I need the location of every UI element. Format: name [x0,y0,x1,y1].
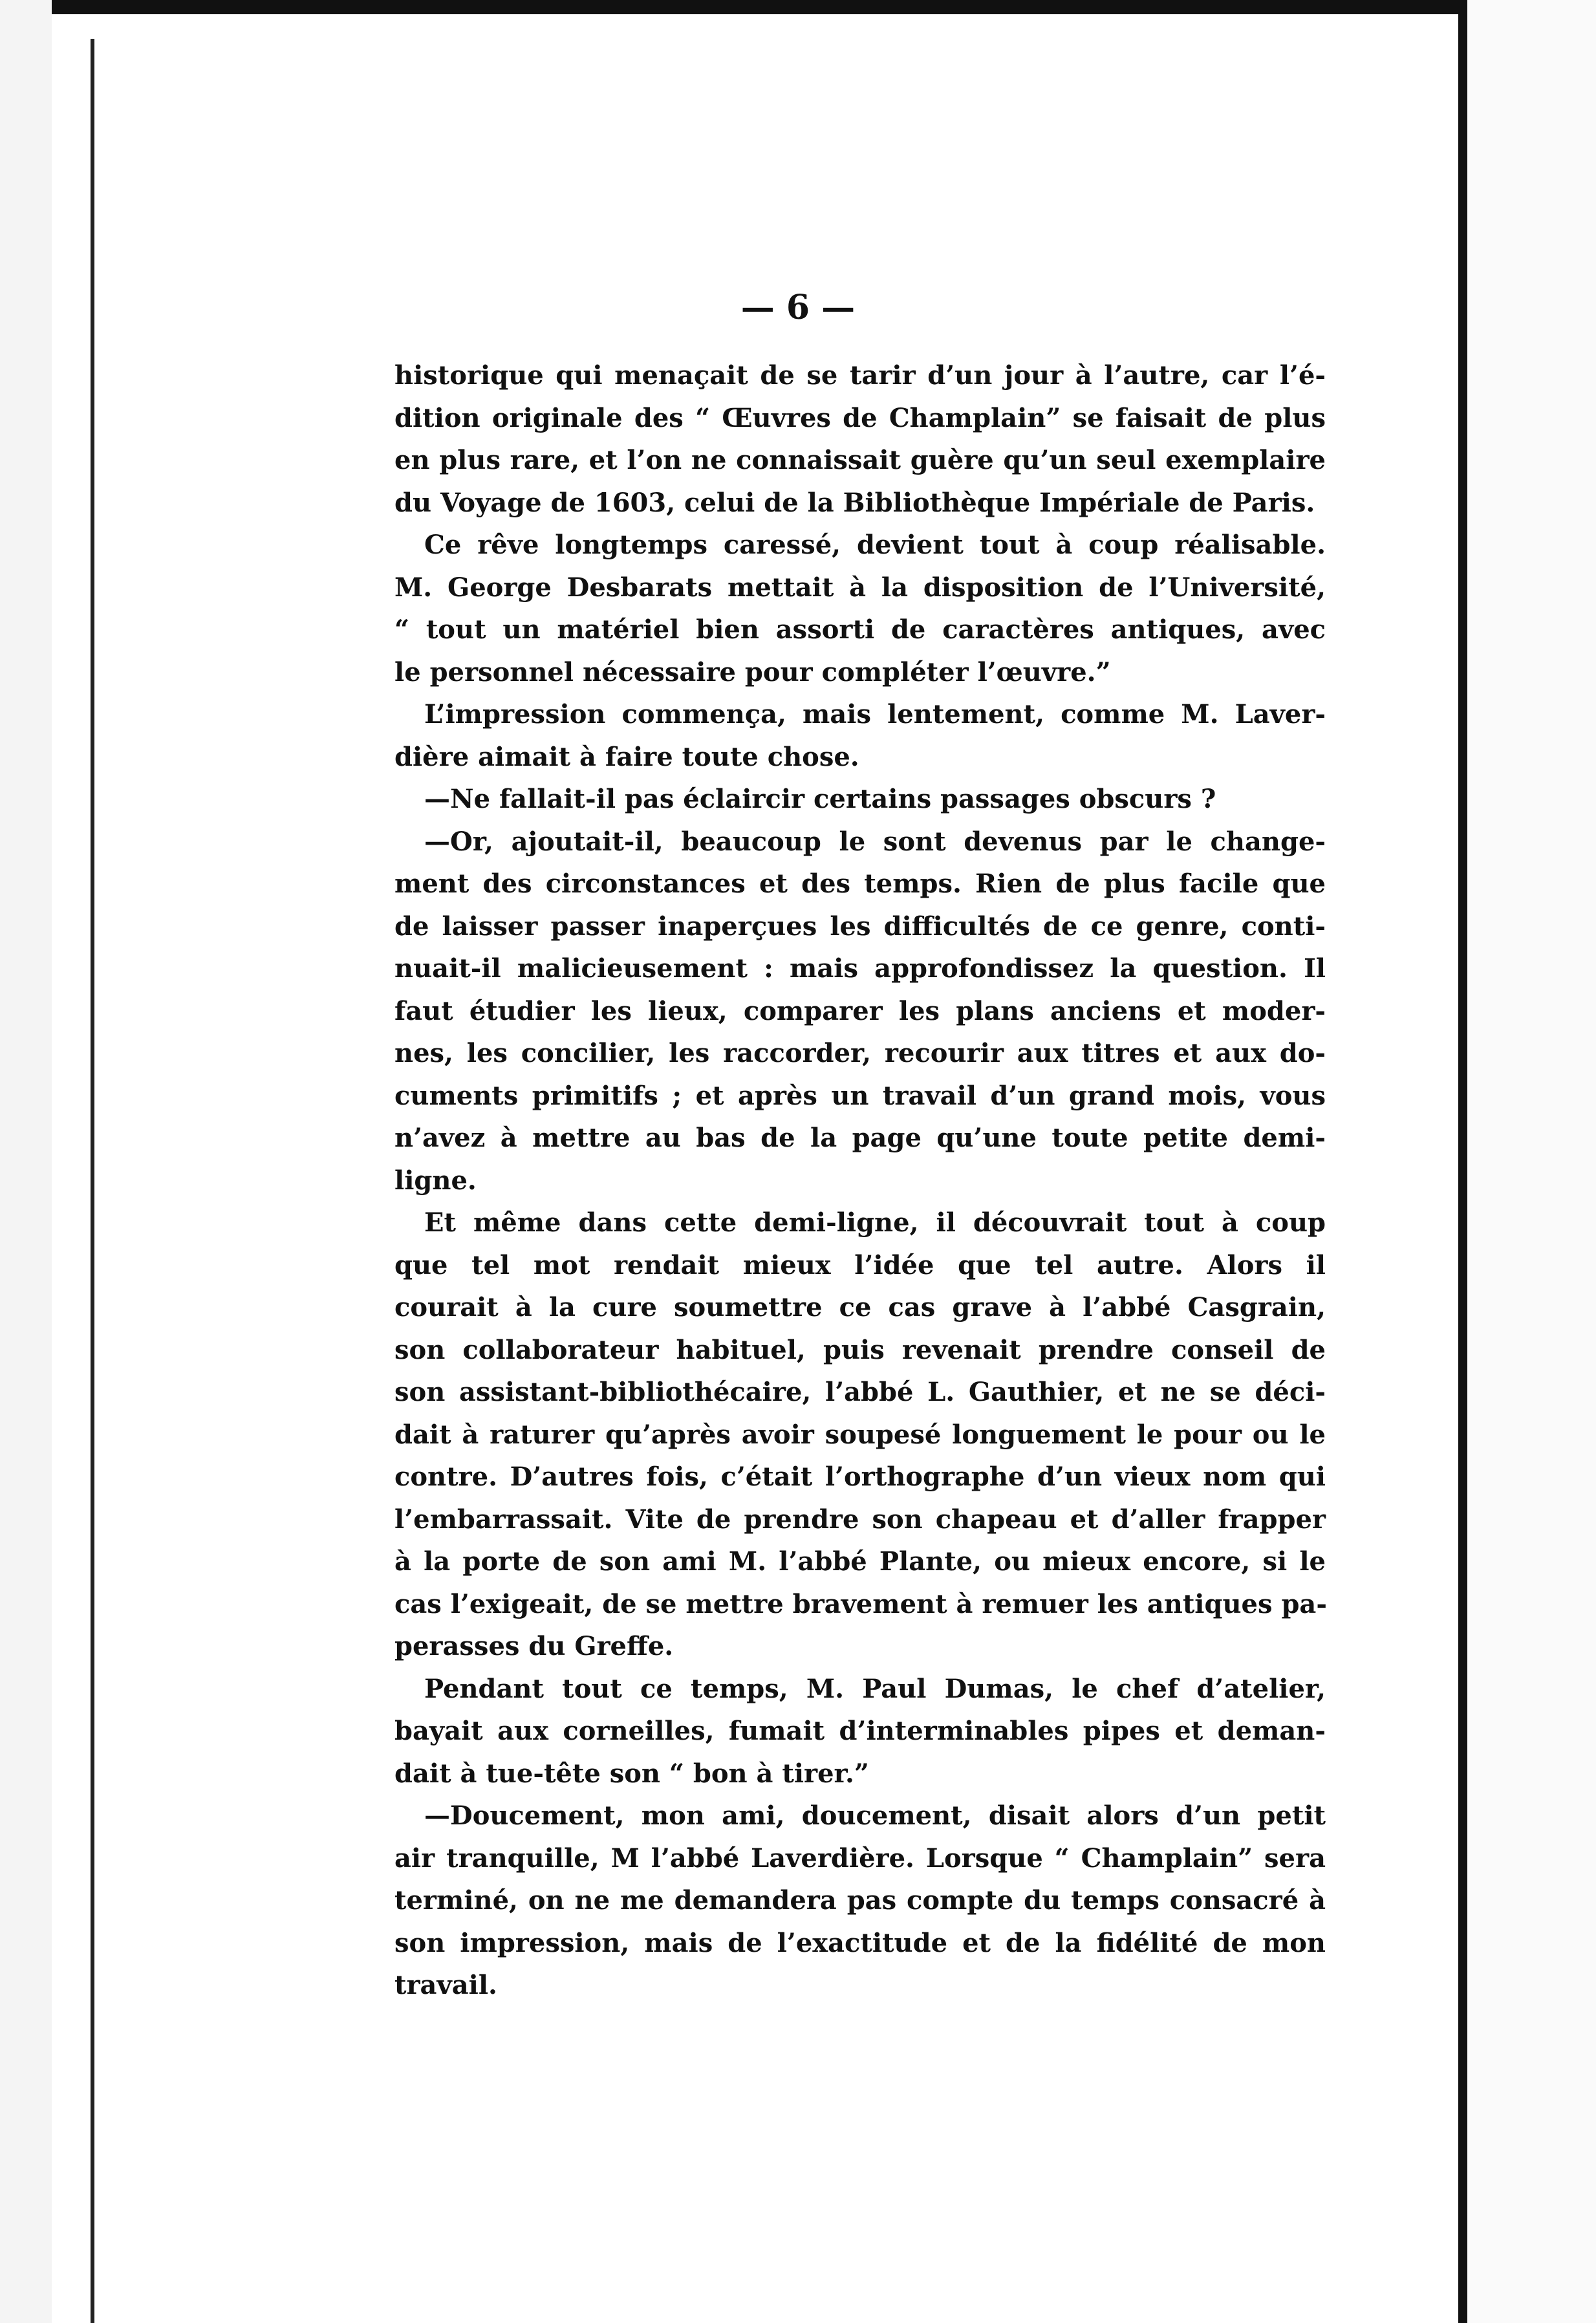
scan-right-page-edge [1458,0,1467,2323]
scan-top-border [0,0,1596,14]
text-line: contre. D’autres fois, c’était l’orthographe d’un vieux nom qui [394,1462,1326,1492]
text-line: cuments primitifs ; et après un travail d’un grand mois, vous [394,1080,1326,1111]
text-line: que tel mot rendait mieux l’idée que tel autre. Alors il [394,1249,1326,1280]
text-line: air tranquille, M l’abbé Laverdière. Lorsque “ Champlain” sera [394,1842,1326,1874]
paragraph [394,354,1326,524]
text-line: nuait-il malicieusement : mais approfondissez la question. Il [394,953,1326,984]
page-number: — 6 — [740,288,856,327]
paragraph [394,778,1326,821]
text-line: le personnel nécessaire pour compléter l’œuvre.” [394,656,1111,687]
text-line: travail. [394,1970,497,2000]
text-line: —Ne fallait-il pas éclaircir certains passages obscurs ? [424,784,1216,814]
text-line: Ce rêve longtemps caressé, devient tout à coup réalisable. [424,530,1326,560]
text-line: dition originale des “ Œuvres de Champlain” se faisait de plus [394,402,1326,433]
paragraph [394,821,1326,1202]
text-line: dait à tue-tête son “ bon à tirer.” [394,1758,869,1789]
text-line: Et même dans cette demi-ligne, il découvrait tout à coup [424,1207,1326,1238]
text-line: —Doucement, mon ami, doucement, disait alors d’un petit [424,1800,1326,1831]
paragraph [394,1202,1326,1668]
body-text [394,354,1326,2007]
text-line: de laisser passer inaperçues les difficultés de ce genre, conti- [394,911,1326,942]
paragraph [394,693,1326,778]
text-line: ligne. [394,1165,477,1196]
text-line: n’avez à mettre au bas de la page qu’une toute petite demi- [394,1123,1326,1153]
text-line: faut étudier les lieux, comparer les plans anciens et moder- [394,995,1326,1026]
scan-left-margin [0,0,52,2323]
scan-right-margin [1467,0,1596,2323]
paragraph [394,1668,1326,1795]
paragraph [394,524,1326,693]
text-line: terminé, on ne me demandera pas compte du temps consacré à [394,1885,1326,1916]
text-line: cas l’exigeait, de se mettre bravement à remuer les antiques pa- [394,1588,1327,1619]
text-line: du Voyage de 1603, celui de la Bibliothèque Impériale de Paris. [394,487,1315,518]
text-line: “ tout un matériel bien assorti de caractères antiques, avec [394,614,1326,645]
text-line: bayait aux corneilles, fumait d’interminables pipes et deman- [394,1716,1326,1746]
text-line: son assistant-bibliothécaire, l’abbé L. Gauthier, et ne se déci- [394,1377,1326,1407]
text-line: nes, les concilier, les raccorder, recourir aux titres et aux do- [394,1038,1326,1068]
text-line: L’impression commença, mais lentement, comme M. Laver- [424,699,1326,729]
paragraph [394,1795,1326,2007]
text-line: —Or, ajoutait-il, beaucoup le sont devenus par le change- [424,826,1326,857]
scan-left-page-edge [91,39,94,2323]
text-line: courait à la cure soumettre ce cas grave à l’abbé Casgrain, [394,1292,1326,1323]
text-line: son collaborateur habituel, puis revenait prendre conseil de [394,1334,1326,1365]
text-line: M. George Desbarats mettait à la disposition de l’Université, [394,572,1326,603]
text-line: perasses du Greffe. [394,1631,674,1661]
text-line: Pendant tout ce temps, M. Paul Dumas, le chef d’atelier, [424,1673,1326,1704]
text-line: à la porte de son ami M. l’abbé Plante, ou mieux encore, si le [394,1546,1326,1577]
text-line: dière aimait à faire toute chose. [394,741,859,772]
text-line: son impression, mais de l’exactitude et de la fidélité de mon [394,1927,1326,1958]
text-line: l’embarrassait. Vite de prendre son chapeau et d’aller frapper [394,1504,1326,1535]
text-line: historique qui menaçait de se tarir d’un jour à l’autre, car l’é- [394,360,1326,391]
text-line: dait à raturer qu’après avoir soupesé longuement le pour ou le [394,1419,1326,1450]
text-line: en plus rare, et l’on ne connaissait guère qu’un seul exemplaire [394,445,1326,475]
text-line: ment des circonstances et des temps. Rien de plus facile que [394,869,1326,899]
